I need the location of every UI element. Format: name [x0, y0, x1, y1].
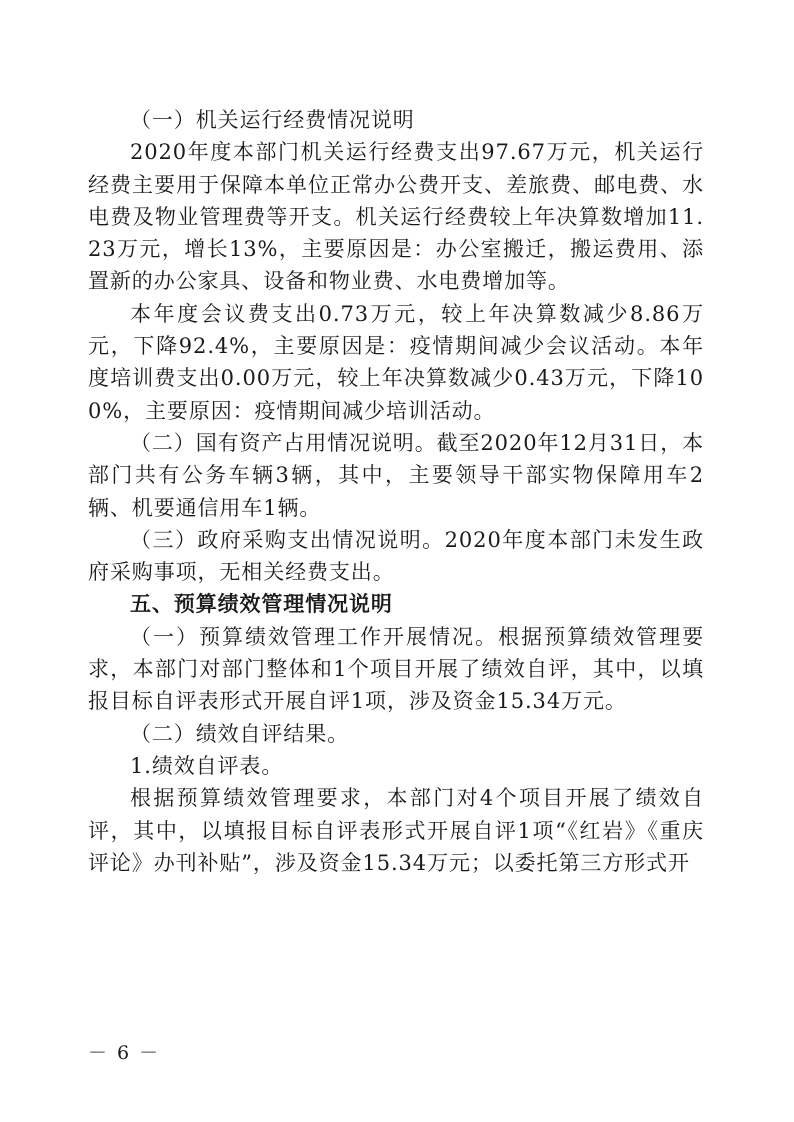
- paragraph-text: 五、预算绩效管理情况说明: [130, 592, 393, 617]
- paragraph-lead: （三）政府采购支出情况说明。: [130, 527, 445, 552]
- document-body: [88, 104, 704, 879]
- paragraph-text: 根据预算绩效管理要求，本部门对4个项目开展了绩效自评，其中，以填报目标自评表形式开展自评1项“《红岩》《重庆评论》办刊补贴”，涉及资金15.34万元；以委托第三方形式开: [88, 786, 704, 875]
- paragraph-text: 1.绩效自评表。: [130, 753, 284, 778]
- paragraph-self-evaluation-detail: [88, 782, 704, 879]
- paragraph-text: 根据预算绩效管理要求，本部门对部门整体和1个项目开展了绩效自评，其中，以填报目标自评表形式开展自评1项，涉及资金15.34万元。: [88, 624, 704, 714]
- paragraph-text: 2020年度本部门未发生政府采购事项，无相关经费支出。: [88, 527, 704, 585]
- paragraph-meeting-training-expenses: [88, 298, 704, 427]
- paragraph-text: 截至2020年12月31日，本部门共有公务车辆3辆，其中，主要领导干部实物保障用车2辆、机要通信用车1辆。: [88, 430, 704, 520]
- paragraph-government-procurement: [88, 524, 704, 589]
- section-heading-self-evaluation-table: [88, 750, 704, 782]
- section-heading-operating-expenses: [88, 104, 704, 136]
- paragraph-text: （一）机关运行经费情况说明: [130, 108, 415, 132]
- paragraph-performance-work: [88, 621, 704, 718]
- section-heading-performance-management: [88, 588, 704, 620]
- paragraph-text: 2020年度本部门机关运行经费支出97.67万元，机关运行经费主要用于保障本单位正常办公费开支、差旅费、邮电费、水电费及物业管理费等开支。机关运行经费较上年决算数增加11.23万元，增长13%，主要原因是：办公室搬迁，搬运费用、添置新的办公家具、设备和物业费、水电费增加等。: [88, 140, 704, 294]
- paragraph-lead: （二）国有资产占用情况说明。: [130, 430, 437, 455]
- paragraph-text: 本年度会议费支出0.73万元，较上年决算数减少8.86万元，下降92.4%，主要原因是：疫情期间减少会议活动。本年度培训费支出0.00万元，较上年决算数减少0.43万元，下降100%，主要原因：疫情期间减少培训活动。: [88, 301, 704, 423]
- paragraph-lead: （一）预算绩效管理工作开展情况。: [130, 624, 499, 649]
- page-number: － 6 －: [88, 1042, 161, 1064]
- paragraph-operating-expenses: [88, 136, 704, 297]
- paragraph-text: （二）绩效自评结果。: [130, 721, 349, 746]
- section-heading-self-evaluation-results: [88, 718, 704, 750]
- paragraph-state-assets: [88, 427, 704, 524]
